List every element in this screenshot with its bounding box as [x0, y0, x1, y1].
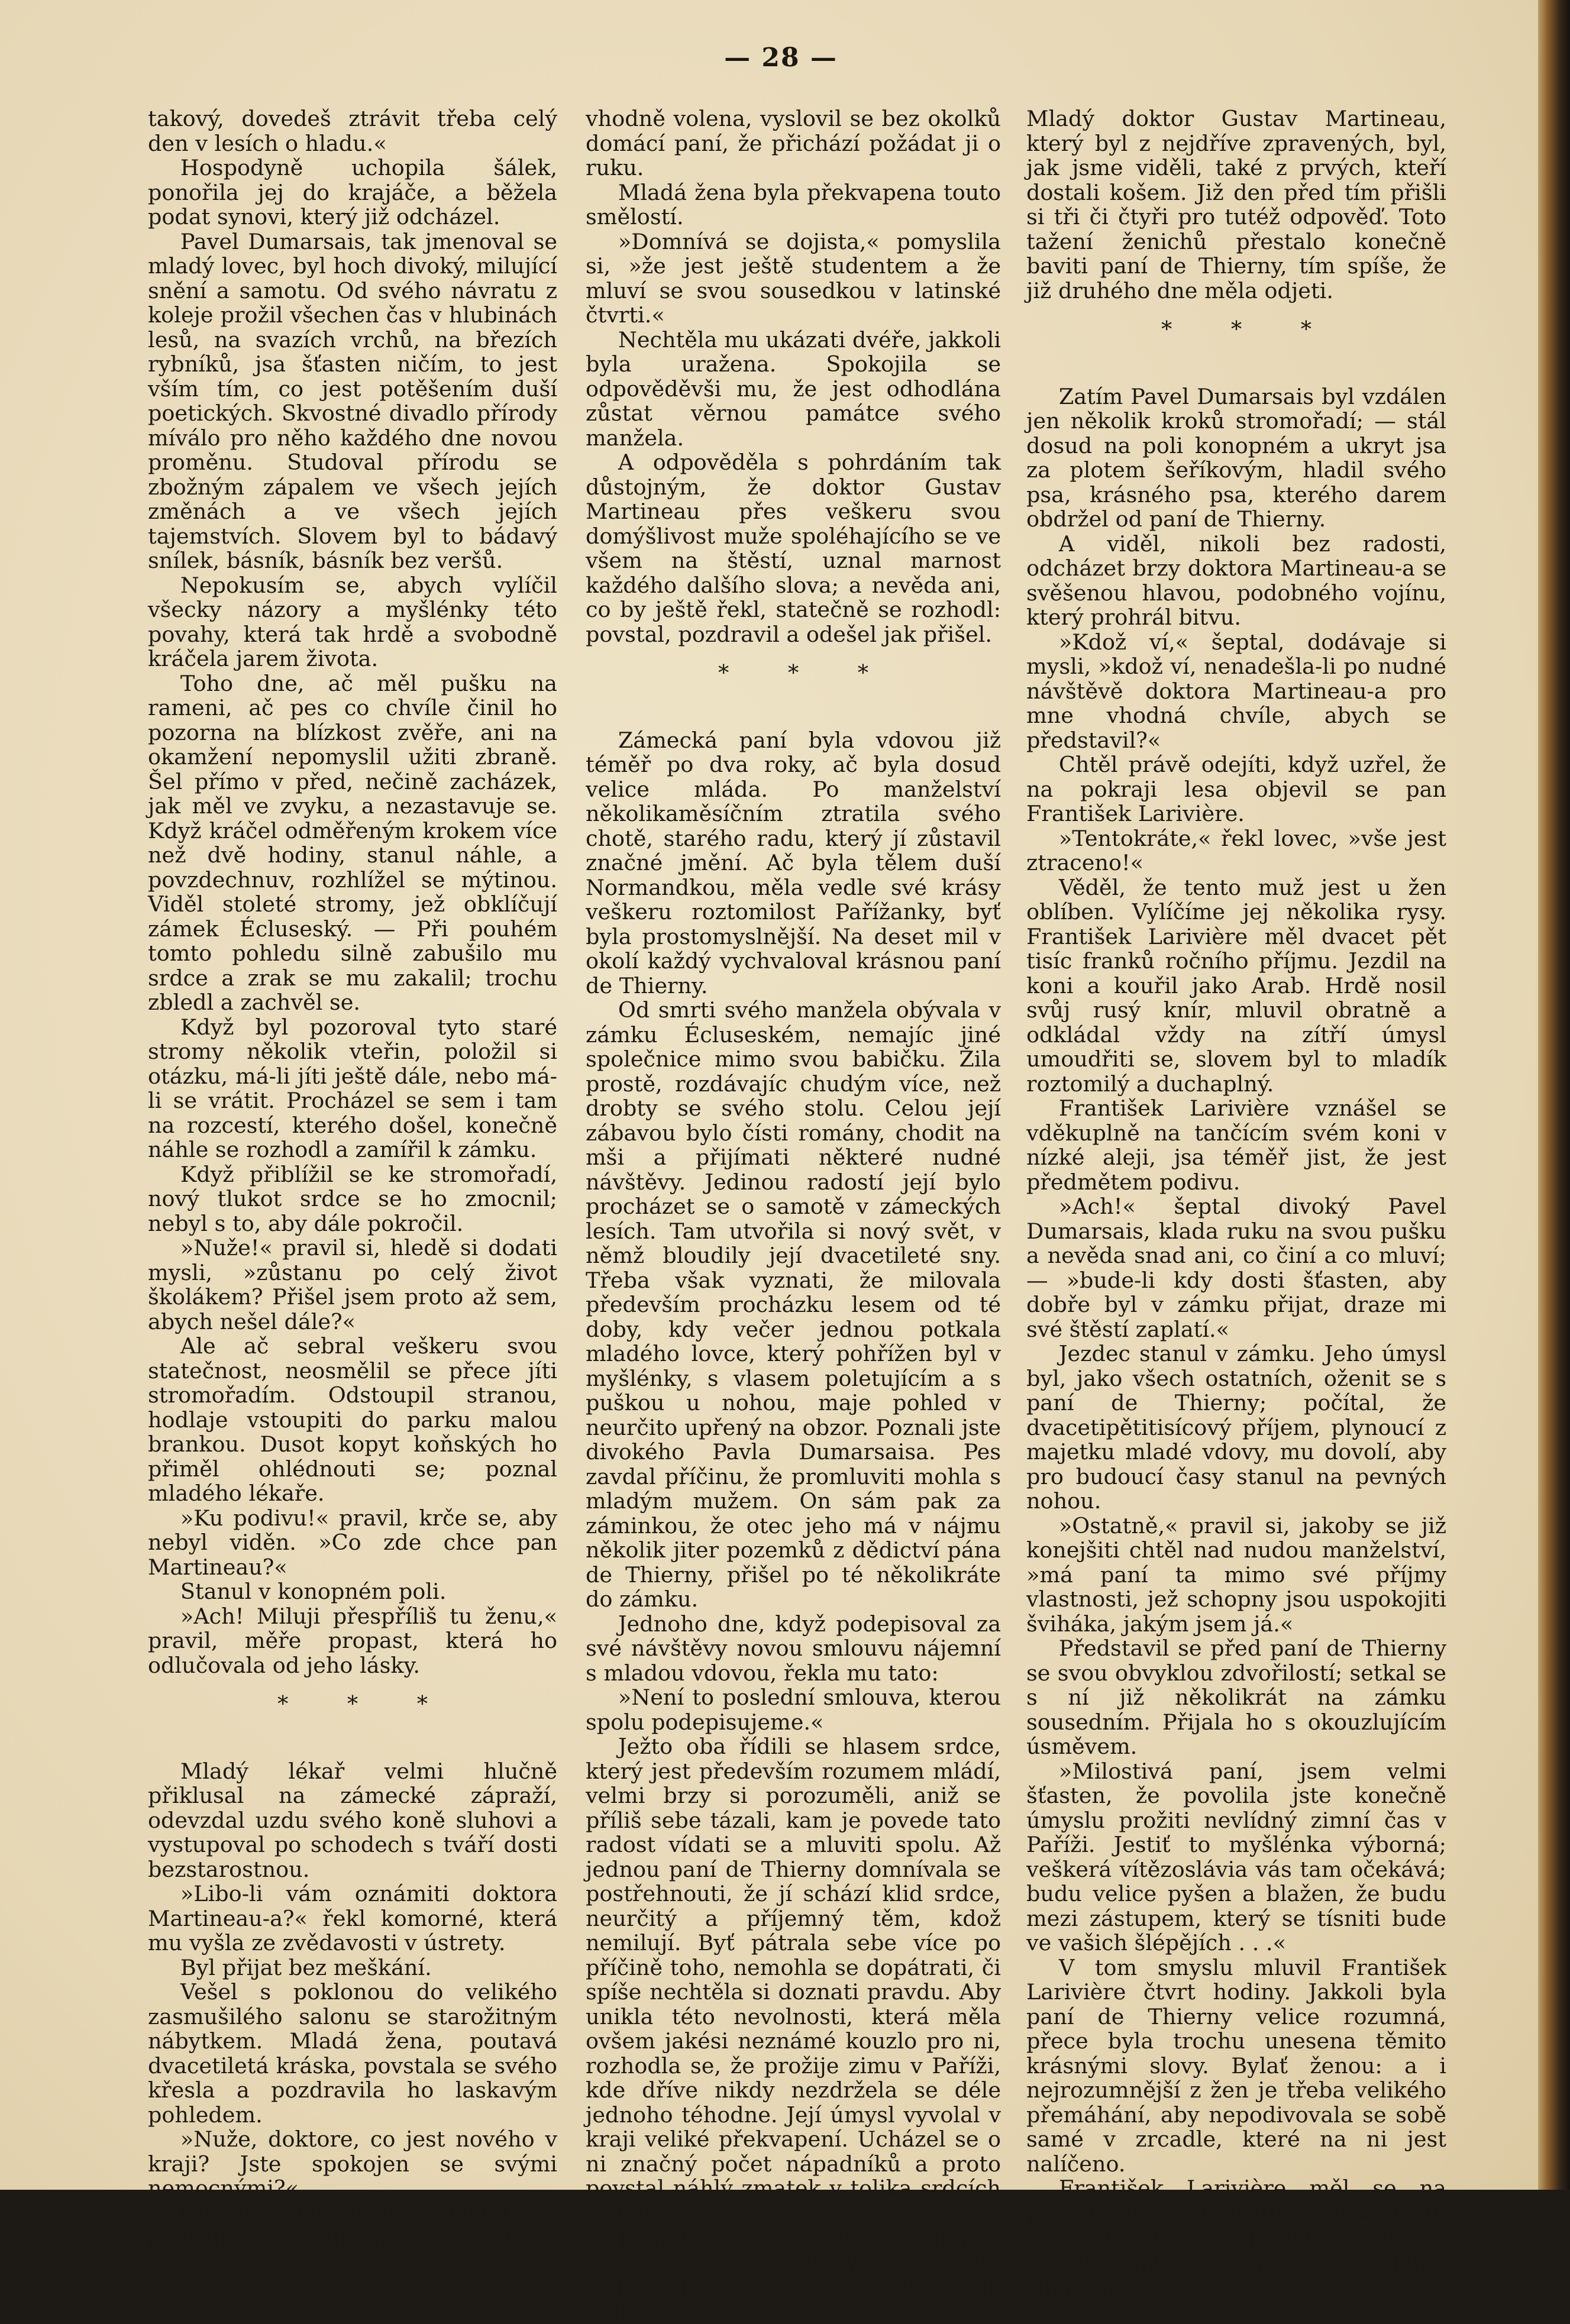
paragraph: Jednoho dne, když podepisoval za své návštěvy novou smlouvu nájemní s mladou vdovou, řekla mu tato: — [586, 1611, 1001, 1686]
book-binding-edge — [1538, 0, 1570, 2190]
paragraph: »Není to poslední smlouva, kterou spolu podepisujeme.« — [586, 1685, 1001, 1735]
paragraph: Nepokusím se, abych vylíčil všecky názory a myšlénky této povahy, která tak hrdě a svobodně kráčela jarem života. — [148, 572, 557, 671]
paragraph: Jakmile zpráva o odjezdu jejím se ukázala býti pravdivou, všichni vzdychající zbožňovatelé vytáhli do pole. — [586, 2225, 1001, 2324]
paragraph: František Larivière měl se na pozoru, aby nedopustil se pošetilosti, jako všichni druzí; neřekl, že chce se oženiti, nýbrž vyznal, že miluje. Opakoval, — [1026, 2176, 1446, 2299]
paragraph: A odpověděla s pohrdáním tak důstojným, že doktor Gustav Martineau přes veškeru svou domýšlivost muže spoléhajícího se ve všem na štěstí, uznal marnost každého dalšího slova; a nevěda ani, co by ještě řekl, statečně se rozhodl: povstal, pozdravil a odešel jak přišel. — [586, 450, 1001, 647]
text-column-2 — [586, 106, 1001, 2323]
paragraph: »Domnívá se dojista,« pomyslila si, »že jest ještě studentem a že mluví se svou sousedkou v latinské čtvrti.« — [586, 228, 1001, 328]
paragraph: »Ach!« šeptal divoký Pavel Dumarsais, klada ruku na svou pušku a nevěda snad ani, co činí a co mluví; — »bude-li kdy dosti šťasten, aby dobře byl v zámku přijat, draze mi své štěstí zaplatí.« — [1026, 1194, 1446, 1342]
paragraph: Vešel s poklonou do velikého zasmušilého salonu se starožitným nábytkem. Mladá žena, poutavá dvacetiletá kráska, povstala se svého křesla a pozdravila ho laskavým pohledem. — [148, 1979, 557, 2128]
paragraph: Gustav Martineau poklonil se podruhé, a domnívaje se, že chvíle jest — [148, 2200, 557, 2275]
paragraph: Ale ač sebral veškeru svou statečnost, neosmělil se přece jíti stromořadím. Odstoupil stranou, hodlaje vstoupiti do parku malou brankou. Dusot kopyt koňských ho přiměl ohlédnouti se; poznal mladého lékaře. — [148, 1333, 557, 1506]
section-separator: * * * — [277, 1691, 454, 1717]
paragraph: Ježto oba řídili se hlasem srdce, který jest především rozumem mládí, velmi brzy si porozuměli, aniž se příliš sebe tázali, kam je povede tato radost vídati se a mluviti spolu. Až jednou paní de Thierny domnívala se postřehnouti, že jí schází klid srdce, neurčitý a příjemný těm, kdož nemilují. Byť pátrala sebe více po příčině toho, nemohla se dopátrati, či spíše nechtěla si doznati pravdu. Aby unikla této nevolnosti, která měla ovšem jakési neznámé kouzlo pro ni, rozhodla se, že prožije zimu v Paříži, kde dříve nikdy nezdržela se déle jednoho téhodne. Její úmysl vyvolal v kraji veliké překvapení. Ucházel se o ni značný počet nápadníků a proto povstal náhlý zmatek v tolika srdcích z okolí. — [586, 1734, 1001, 2226]
paragraph: Hospodyně uchopila šálek, ponořila jej do krajáče, a běžela podat synovi, který již odcházel. — [148, 155, 557, 230]
paragraph: Mladý doktor Gustav Martineau, který byl z nejdříve zpravených, byl, jak jsme viděli, také z prvých, kteří dostali košem. Již den před tím přišli si tři či čtyři pro tutéž odpověď. Toto tažení ženichů přestalo konečně baviti paní de Thierny, tím spíše, že již druhého dne měla odjeti. — [1026, 106, 1446, 303]
paragraph: Když byl pozoroval tyto staré stromy několik vteřin, položil si otázku, má-li jíti ještě dále, nebo má-li se vrátit. Procházel se sem i tam na rozcestí, kterého došel, konečně náhle se rozhodl a zamířil k zámku. — [148, 1014, 557, 1162]
paragraph: »Ach! Miluji přespříliš tu ženu,« pravil, měře propast, která ho odlučovala od jeho lásky. — [148, 1603, 557, 1678]
section-separator: * * * — [1161, 316, 1338, 342]
paragraph: »Kdož ví,« šeptal, dodávaje si mysli, »kdož ví, nenadešla-li po nudné návštěvě doktora Martineau-a pro mne vhodná chvíle, abych se představil?« — [1026, 629, 1446, 753]
paragraph: Mladý lékař velmi hlučně přiklusal na zámecké zápraží, odevzdal uzdu svého koně sluhovi a vystupoval po schodech s tváří dosti bezstarostnou. — [148, 1758, 557, 1882]
page-number: — 28 — — [724, 43, 838, 73]
section-separator: * * * — [718, 660, 895, 686]
paragraph: František Larivière vznášel se vděkuplně na tančícím svém koni v nízké aleji, jsa téměř jist, že jest předmětem podivu. — [1026, 1095, 1446, 1195]
paragraph: Jezdec stanul v zámku. Jeho úmysl byl, jako všech ostatních, oženit se s paní de Thierny; počítal, že dvacetipětitisícový příjem, plynoucí z majetku mladé vdovy, mu dovolí, aby pro budoucí časy stanul na pevných nohou. — [1026, 1341, 1446, 1514]
paragraph: Když přiblížil se ke stromořadí, nový tlukot srdce se ho zmocnil; nebyl s to, aby dále pokročil. — [148, 1161, 557, 1236]
paragraph: Představil se před paní de Thierny se svou obvyklou zdvořilostí; setkal se s ní již několikrát na zámku sousedním. Přijala ho s okouzlujícím úsměvem. — [1026, 1635, 1446, 1759]
paragraph: »Ostatně,« pravil si, jakoby se již konejšiti chtěl nad nudou manželství, »má paní ta mimo své příjmy vlastnosti, jež schopny jsou uspokojiti šviháka, jakým jsem já.« — [1026, 1512, 1446, 1637]
paragraph: »Milostivá paní, jsem velmi šťasten, že povolila jste konečně úmyslu prožiti nevlídný zimní čas v Paříži. Jestiť to myšlénka výborná; veškerá vítězoslávia vás tam očekává; budu velice pyšen a blažen, že budu mezi zástupem, který se tísniti bude ve vašich šlépějích . . .« — [1026, 1758, 1446, 1955]
paragraph: Chtěl právě odejíti, když uzřel, že na pokraji lesa objevil se pan František Larivière. — [1026, 752, 1446, 826]
text-column-3 — [1026, 106, 1446, 2299]
paragraph: takový, dovedeš ztrávit třeba celý den v lesích o hladu.« — [148, 106, 557, 156]
paragraph: »Tentokráte,« řekl lovec, »vše jest ztraceno!« — [1026, 825, 1446, 875]
paragraph: Stanul v konopném poli. — [180, 1579, 447, 1604]
paragraph: Nechtěla mu ukázati dvéře, jakkoli byla uražena. Spokojila se odpověděvši mu, že jest odhodlána zůstat věrnou památce svého manžela. — [586, 327, 1001, 451]
paragraph: vhodně volena, vyslovil se bez okolků domácí paní, že přichází požádat ji o ruku. — [586, 106, 1001, 180]
paragraph: Od smrti svého manžela obývala v zámku Écluseském, nemajíc jiné společnice mimo svou babičku. Žila prostě, rozdávajíc chudým více, než drobty se svého stolu. Celou její zábavou bylo čísti romány, chodit na mši a přijímati některé nudné návštěvy. Jedinou radostí její bylo procházet se o samotě v zámeckých lesích. Tam utvořila si nový svět, v němž bloudily její dvacetileté sny. Třeba však vyznati, že milovala především procházku lesem od té doby, kdy večer jednou potkala mladého lovce, který pohřížen byl v myšlénky, s vlasem poletujícím a s puškou u nohou, maje pohled v neurčito upřený na obzor. Poznali jste divokého Pavla Dumarsaisa. Pes zavdal příčinu, že promluviti mohla s mladým mužem. On sám pak za záminkou, že otec jeho má v nájmu několik jiter pozemků z dědictví pána de Thierny, přišel po té několikráte do zámku. — [586, 997, 1001, 1612]
paragraph: »Libo-li vám oznámiti doktora Martineau-a?« řekl komorné, která mu vyšla ze zvědavosti v ústrety. — [148, 1881, 557, 1955]
paragraph: Byl přijat bez meškání. — [180, 1954, 432, 1980]
paragraph: A viděl, nikoli bez radosti, odcházet brzy doktora Martineau-a se svěšenou hlavou, podobného vojínu, který prohrál bitvu. — [1026, 531, 1446, 630]
paragraph: Toho dne, ač měl pušku na rameni, ač pes co chvíle činil ho pozorna na blízkost zvěře, ani na okamžení nepomyslil užiti zbraně. Šel přímo v před, nečině zacházek, jak měl ve zvyku, a nezastavuje se. Když kráčel odměřeným krokem více než dvě hodiny, stanul náhle, a povzdechnuv, rozhlížel se mýtinou. Viděl stoleté stromy, jež obklíčují zámek Écluseský. — Při pouhém tomto pohledu silně zabušilo mu srdce a zrak se mu zakalil; trochu zbledl a zachvěl se. — [148, 670, 557, 1015]
text-column-1 — [148, 106, 557, 2274]
paragraph: »Ku podivu!« pravil, krče se, aby nebyl viděn. »Co zde chce pan Martineau?« — [148, 1505, 557, 1580]
paragraph: Zatím Pavel Dumarsais byl vzdálen jen několik kroků stromořadí; — stál dosud na poli konopném a ukryt jsa za plotem šeříkovým, hladil svého psa, krásného psa, kterého darem obdržel od paní de Thierny. — [1026, 383, 1446, 532]
paragraph: Zámecká paní byla vdovou již téměř po dva roky, ač byla dosud velice mláda. Po manželství několikaměsíčním ztratila svého chotě, starého radu, který jí zůstavil značné jmění. Ač byla tělem duší Normandkou, měla vedle své krásy veškeru roztomilost Pařížanky, byť byla prostomyslnější. Na deset mil v okolí každý vychvaloval krásnou paní de Thierny. — [586, 727, 1001, 998]
paragraph: V tom smyslu mluvil František Larivière čtvrt hodiny. Jakkoli byla paní de Thierny velice rozumná, přece byla trochu unesena těmito krásnými slovy. Bylať ženou: a i nejrozumnější z žen je třeba velikého přemáhání, aby nepodivovala se sobě samé v zrcadle, které na ni jest nalíčeno. — [1026, 1954, 1446, 2177]
paragraph: Věděl, že tento muž jest u žen oblíben. Vylíčíme jej několika rysy. František Larivière měl dvacet pět tisíc franků ročního příjmu. Jezdil na koni a kouřil jako Arab. Hrdě nosil svůj rusý knír, mluvil obratně a odkládal vždy na zítří úmysl umoudřiti se, slovem byl to mladík roztomilý a duchaplný. — [1026, 874, 1446, 1097]
paragraph: »Nuže, doktore, co jest nového v kraji? Jste spokojen se svými nemocnými?« — [148, 2126, 557, 2201]
paragraph: »Nuže!« pravil si, hledě si dodati mysli, »zůstanu po celý život školákem? Přišel jsem proto až sem, abych nešel dále?« — [148, 1235, 557, 1334]
paragraph: Pavel Dumarsais, tak jmenoval se mladý lovec, byl hoch divoký, milující snění a samotu. Od svého návratu z koleje prožil všechen čas v hlubinách lesů, na svazích vrchů, na březích rybníků, jsa šťasten ničím, to jest vším tím, co jest potěšením duší poetických. Skvostné divadlo přírody míválo pro něho každého dne novou proměnu. Studoval přírodu se zbožným zápalem ve všech jejích změnách a ve všech jejích tajemstvích. Slovem byl to bádavý snílek, básník, básník bez veršů. — [148, 228, 557, 573]
paragraph: Mladá žena byla překvapena touto smělostí. — [586, 179, 1001, 230]
